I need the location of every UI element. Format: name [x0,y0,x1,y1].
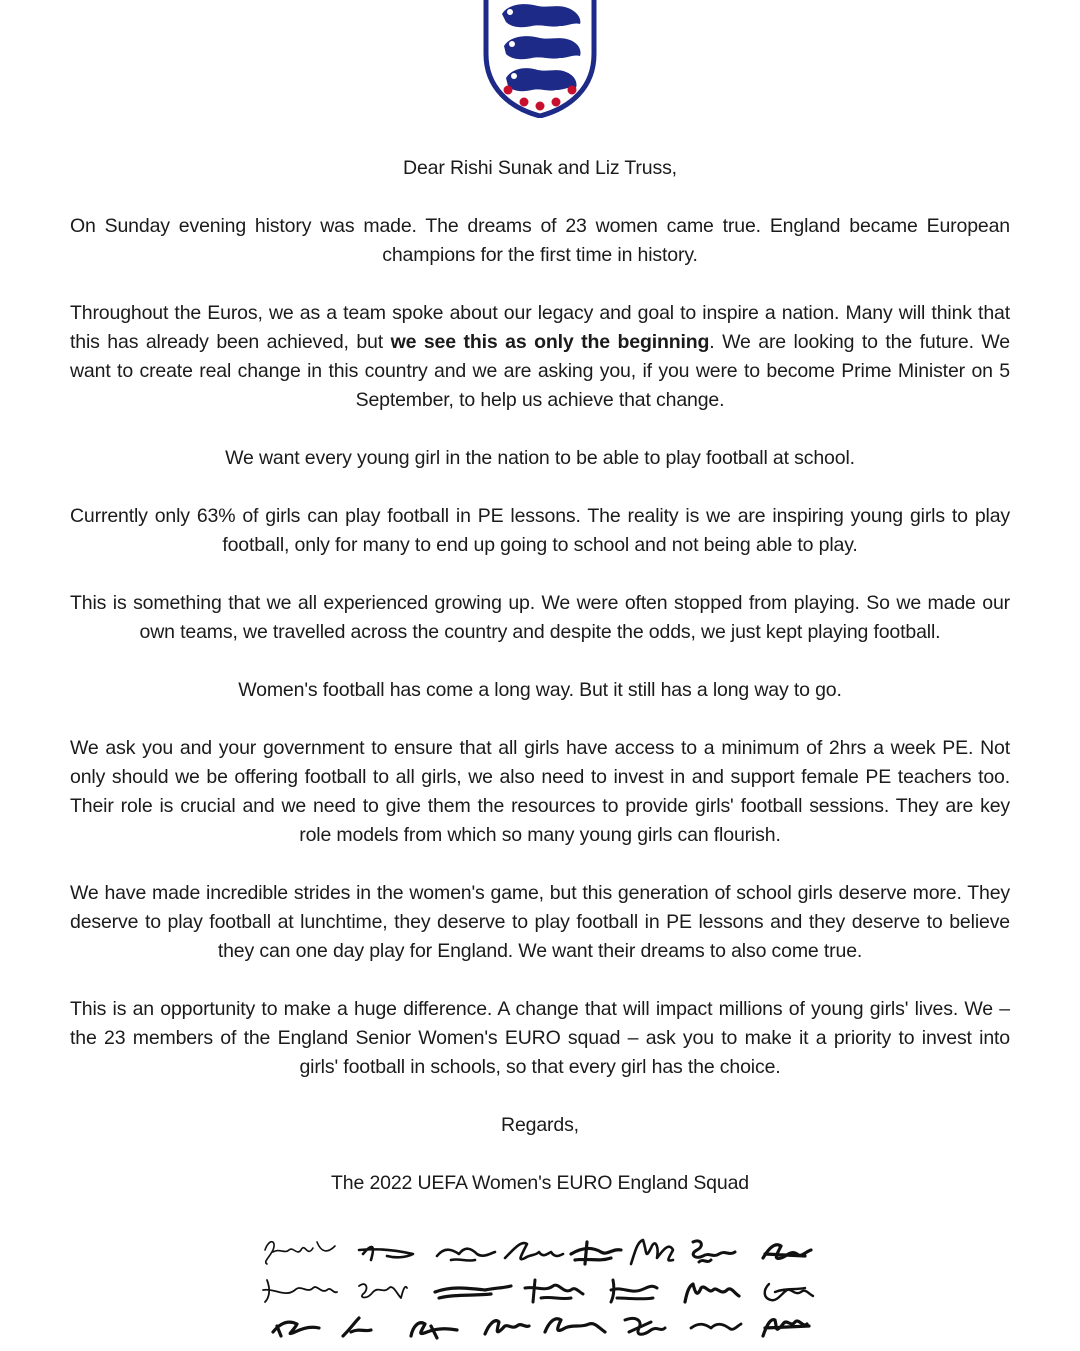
paragraph-4: Currently only 63% of girls can play football in PE lessons. The reality is we are inspiring young girls to play football, only for many to end up going to school and not being able to play. [70,505,1010,556]
paragraph-1: On Sunday evening history was made. The dreams of 23 women came true. England became European champions for the first time in history. [70,215,1010,266]
signature-9 [263,1280,337,1302]
signature-6 [631,1240,673,1264]
paragraph-7: We ask you and your government to ensure that all girls have access to a minimum of 2hrs a week PE. Not only should we be offering football to all girls, we also need to invest in and support female PE teachers too. Their role is crucial and we need to give them the resources to provide girls' football sessions. They are key role models from which so many young girls can flourish. [70,737,1010,846]
signature-5 [571,1242,621,1264]
paragraph-5: This is something that we all experienced growing up. We were often stopped from playing. So we made our own teams, we travelled across the country and despite the odds, we just kept playing football. [70,592,1010,643]
signature-19 [485,1321,529,1334]
signature-8 [763,1245,811,1259]
paragraph-2-emphasis: we see this as only the beginning [390,331,710,353]
paragraph-8: We have made incredible strides in the women's game, but this generation of school girls deserve more. They deserve to play football at lunchtime, they deserve to play football in PE lessons and they deserve to believe they can one day play for England. We want their dreams to also come true. [70,882,1010,962]
paragraph-2 [70,299,1010,415]
signature-21 [625,1318,665,1334]
paragraph-9: This is an opportunity to make a huge difference. A change that will impact millions of young girls' lives. We – the 23 members of the England Senior Women's EURO squad – ask you to make it a priority to invest into girls' football in schools, so that every girl has the choice. [70,998,1010,1078]
signature-22 [691,1324,741,1329]
signature-18 [411,1323,457,1338]
signature-2 [359,1247,413,1260]
signature-3 [437,1249,495,1261]
paragraph-6: Women's football has come a long way. But it still has a long way to go. [238,679,842,701]
squad-signatures [255,1228,825,1346]
paragraph-2-start: Throughout the Euros, we as a team spoke about our legacy and goal to inspire a nation. Many will think that this has already been achieved, but [70,302,1010,353]
signatures-graphic [255,1228,825,1346]
paragraph-2-end: . We are looking to the future. We want to create real change in this country and we are asking you, if you were to become Prime Minister on 5 September, to help us achieve that change. [70,331,1010,411]
closing: Regards, [501,1114,579,1136]
signature-16 [273,1322,319,1336]
signature-7 [693,1241,735,1262]
signature-10 [359,1284,407,1298]
signature-23 [763,1320,809,1336]
signature-1 [265,1242,335,1264]
signature-20 [545,1319,605,1332]
signature-13 [611,1280,657,1302]
signature-14 [685,1284,739,1302]
signature-17 [343,1318,371,1336]
paragraph-3: We want every young girl in the nation to be able to play football at school. [225,447,855,469]
signoff: The 2022 UEFA Women's EURO England Squad [331,1172,749,1194]
salutation: Dear Rishi Sunak and Liz Truss, [403,157,677,179]
signature-4 [505,1243,563,1259]
signature-15 [765,1284,813,1300]
three-lions-crest-icon [478,0,602,118]
crest-graphic [478,0,602,118]
signature-12 [525,1280,583,1302]
letter-body [70,154,1010,1227]
signature-11 [435,1286,511,1298]
